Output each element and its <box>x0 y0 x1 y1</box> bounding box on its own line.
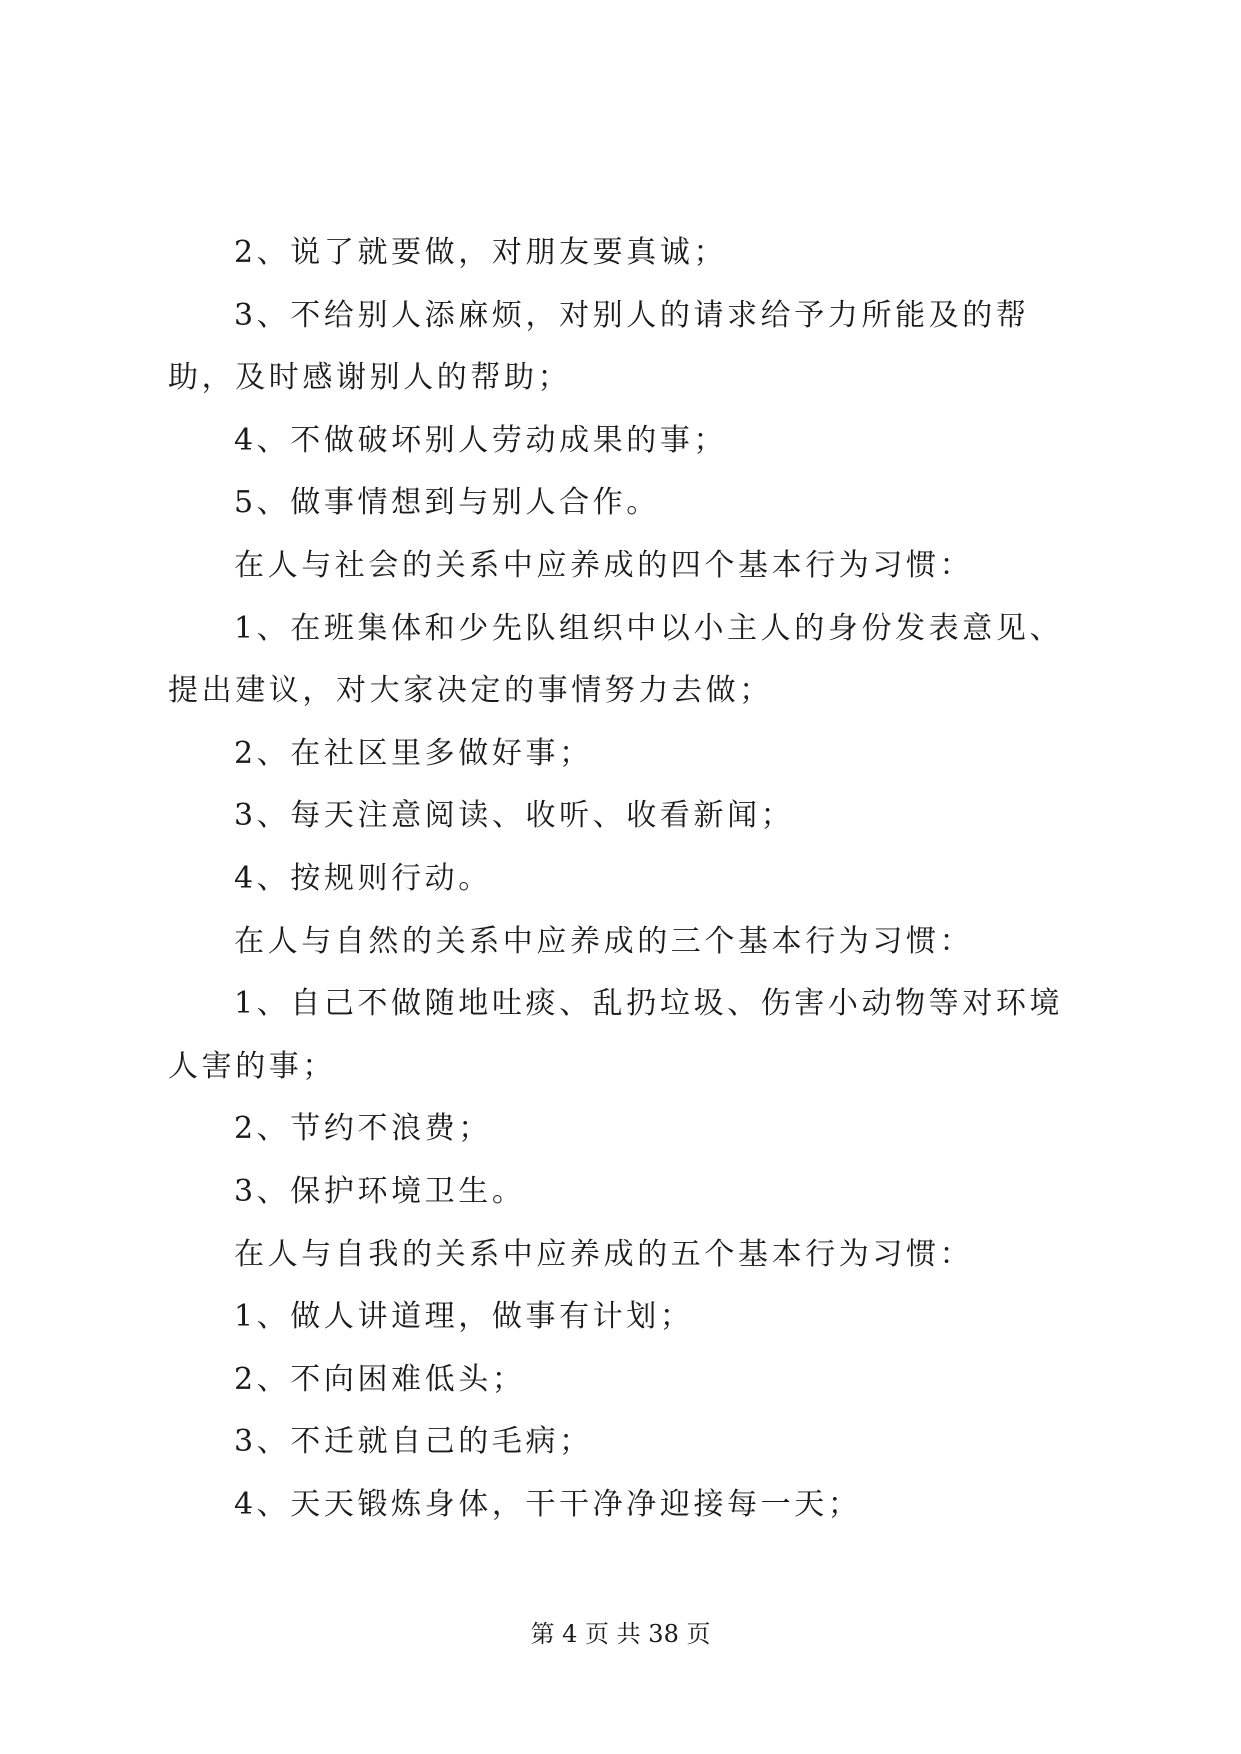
section-heading: 在人与自然的关系中应养成的三个基本行为习惯： <box>234 923 974 959</box>
paragraph: 4、按规则行动。 <box>234 860 492 896</box>
paragraph: 3、保护环境卫生。 <box>234 1173 526 1209</box>
paragraph: 4、不做破坏别人劳动成果的事； <box>234 422 728 458</box>
paragraph: 3、不给别人添麻烦，对别人的请求给予力所能及的帮助，及时感谢别人的帮助； <box>168 297 1030 396</box>
paragraph: 2、节约不浪费； <box>234 1111 492 1147</box>
paragraph: 1、在班集体和少先队组织中以小主人的身份发表意见、提出建议，对大家决定的事情努力去做； <box>168 610 1064 709</box>
paragraph: 2、在社区里多做好事； <box>234 735 593 771</box>
paragraph: 3、不迁就自己的毛病； <box>234 1424 593 1460</box>
paragraph: 2、不向困难低头； <box>234 1361 526 1397</box>
page-number-label: 第 4 页 共 38 页 <box>530 1620 711 1648</box>
paragraph: 1、做人讲道理，做事有计划； <box>234 1299 694 1335</box>
paragraph: 5、做事情想到与别人合作。 <box>234 485 660 521</box>
section-heading: 在人与社会的关系中应养成的四个基本行为习惯： <box>234 547 974 583</box>
document-body <box>168 222 1088 1536</box>
paragraph: 2、说了就要做，对朋友要真诚； <box>234 235 728 270</box>
paragraph: 3、每天注意阅读、收听、收看新闻； <box>234 798 795 834</box>
section-heading: 在人与自我的关系中应养成的五个基本行为习惯： <box>234 1236 974 1272</box>
paragraph: 4、天天锻炼身体，干干净净迎接每一天； <box>234 1486 862 1522</box>
paragraph: 1、自己不做随地吐痰、乱扔垃圾、伤害小动物等对环境人害的事； <box>168 986 1064 1084</box>
page-footer <box>0 1618 1241 1650</box>
